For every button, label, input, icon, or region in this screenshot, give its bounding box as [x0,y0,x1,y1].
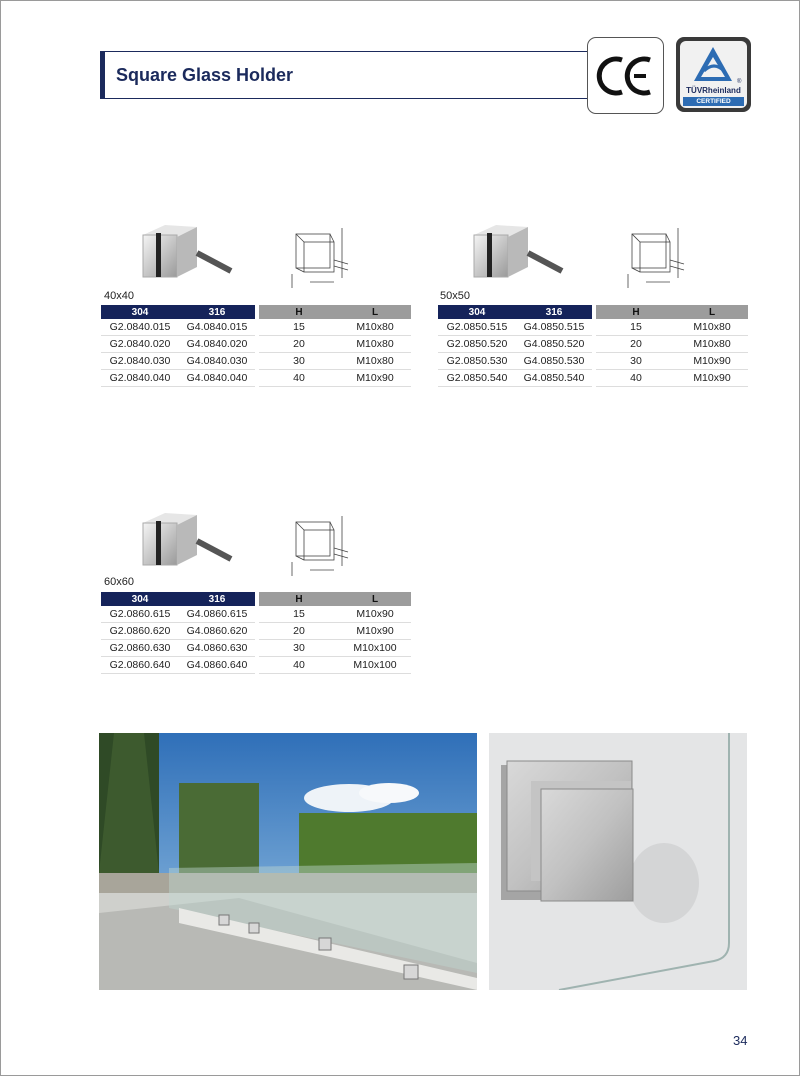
glass-holder-60-drawing [282,508,362,580]
height-value: 40 [596,370,676,387]
code-304: G2.0840.015 [101,319,179,336]
height-value: 20 [259,623,339,640]
tuv-certified: CERTIFIED [683,97,744,106]
code-316: G4.0840.030 [179,353,255,370]
height-value: 40 [259,370,339,387]
code-304: G2.0860.620 [101,623,179,640]
table-row [438,370,748,387]
spec-table-60 [101,592,411,674]
glass-holder-40-photo [135,215,235,285]
size-label-50: 50x50 [440,290,470,302]
code-316: G4.0850.530 [516,353,592,370]
table-row [101,336,411,353]
header-l: L [339,305,411,319]
table-row [101,657,411,674]
table-row [101,606,411,623]
table-row [438,353,748,370]
length-value: M10x90 [676,353,748,370]
spec-table-40 [101,305,411,387]
glass-holder-50-photo [466,215,566,285]
table-row [101,319,411,336]
height-value: 30 [259,353,339,370]
length-value: M10x90 [339,606,411,623]
code-316: G4.0860.615 [179,606,255,623]
header-304: 304 [101,592,179,606]
title-accent [100,52,105,98]
tuv-registered-mark: ® [737,79,742,85]
table-row [101,370,411,387]
code-316: G4.0840.015 [179,319,255,336]
length-value: M10x80 [339,336,411,353]
code-304: G2.0840.040 [101,370,179,387]
code-316: G4.0860.630 [179,640,255,657]
code-316: G4.0860.640 [179,657,255,674]
tuv-name: TÜVRheinland [686,86,741,95]
code-304: G2.0860.615 [101,606,179,623]
length-value: M10x80 [339,319,411,336]
size-label-60: 60x60 [104,576,134,588]
length-value: M10x80 [339,353,411,370]
height-value: 30 [259,640,339,657]
height-value: 20 [259,336,339,353]
code-304: G2.0850.540 [438,370,516,387]
balcony-installation-photo [99,733,477,990]
glass-holder-40-drawing [282,220,362,292]
code-316: G4.0850.515 [516,319,592,336]
header-h: H [259,592,339,606]
length-value: M10x80 [676,319,748,336]
height-value: 30 [596,353,676,370]
code-316: G4.0850.520 [516,336,592,353]
header-l: L [676,305,748,319]
header-316: 316 [179,592,255,606]
code-304: G2.0850.515 [438,319,516,336]
length-value: M10x90 [339,370,411,387]
code-316: G4.0840.040 [179,370,255,387]
ce-mark-logo [587,37,664,114]
code-304: G2.0860.640 [101,657,179,674]
header-316: 316 [516,305,592,319]
table-row [101,353,411,370]
length-value: M10x90 [676,370,748,387]
height-value: 20 [596,336,676,353]
header-304: 304 [101,305,179,319]
code-304: G2.0860.630 [101,640,179,657]
height-value: 40 [259,657,339,674]
ce-icon [588,38,663,113]
spec-table-50 [438,305,748,387]
tuv-rheinland-logo [676,37,751,112]
code-304: G2.0840.030 [101,353,179,370]
header-l: L [339,592,411,606]
height-value: 15 [259,606,339,623]
glass-holder-60-photo [135,503,235,573]
header-316: 316 [179,305,255,319]
page-number: 34 [733,1033,748,1048]
header-h: H [259,305,339,319]
length-value: M10x100 [339,640,411,657]
code-316: G4.0850.540 [516,370,592,387]
code-316: G4.0840.020 [179,336,255,353]
glass-holder-50-drawing [618,220,698,292]
size-label-40: 40x40 [104,290,134,302]
table-row [101,623,411,640]
table-row [101,640,411,657]
length-value: M10x100 [339,657,411,674]
height-value: 15 [259,319,339,336]
header-h: H [596,305,676,319]
code-304: G2.0850.520 [438,336,516,353]
table-row [438,319,748,336]
height-value: 15 [596,319,676,336]
header-304: 304 [438,305,516,319]
code-304: G2.0850.530 [438,353,516,370]
length-value: M10x90 [339,623,411,640]
code-304: G2.0840.020 [101,336,179,353]
tuv-inner [680,41,747,108]
code-316: G4.0860.620 [179,623,255,640]
holder-closeup-photo [489,733,747,990]
table-row [438,336,748,353]
page-title: Square Glass Holder [116,65,294,85]
length-value: M10x80 [676,336,748,353]
title-bar [100,51,588,99]
